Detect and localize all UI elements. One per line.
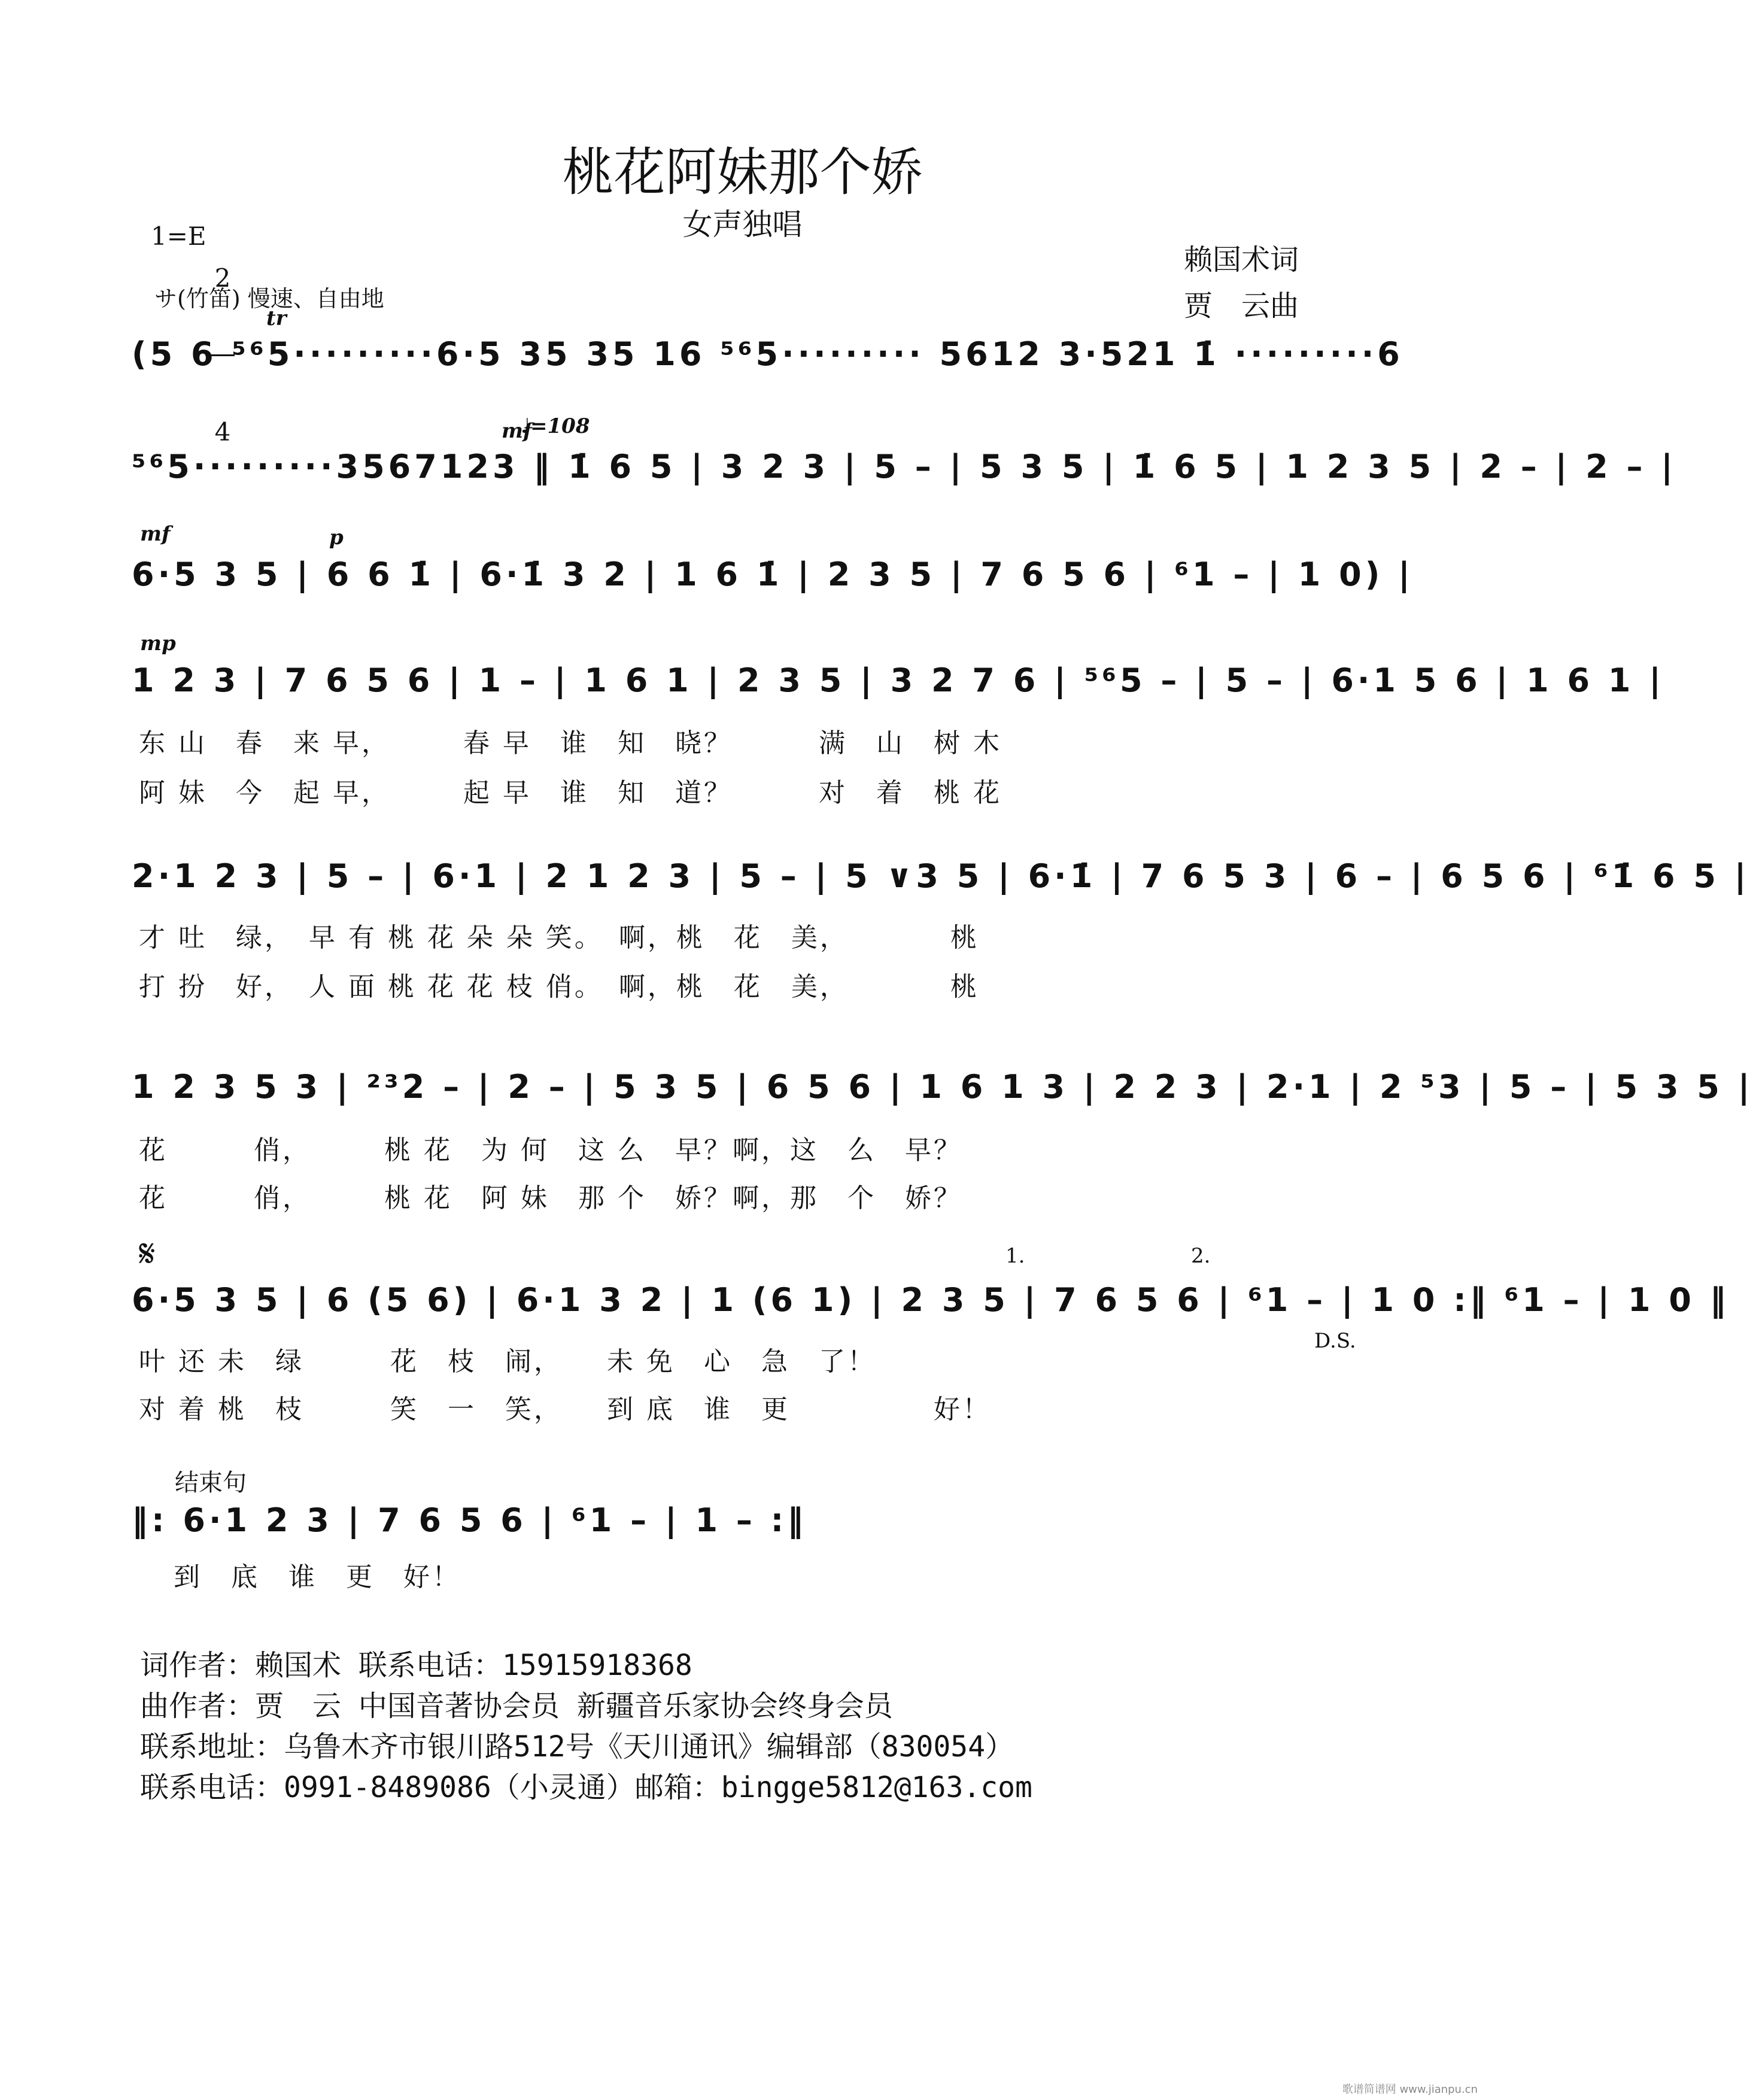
dynamic-mf: mf [502,419,532,443]
tempo-marking: ♩=108 [521,414,590,438]
lyric-line: 打 扮 好， 人 面 桃 花 花 枝 俏。 啊，桃 花 美， 桃 [139,972,979,1002]
dynamic-p: p [329,526,344,550]
lyric-line: 对 着 桃 枝 笑 一 笑， 到 底 谁 更 好！ [139,1394,991,1425]
time-bottom: 4 [214,417,231,447]
lyric-line: 东 山 春 来 早， 春 早 谁 知 晓？ 满 山 树 木 [139,728,1002,758]
dynamic-mf: mf [140,522,171,546]
coda-label: 结束句 [175,1469,247,1497]
staff-line-4: 1 2 3 | 7 6 5 6 | 1 – | 1 6 1 | 2 3 5 | 3 2 7 6 | ⁵⁶5 – | 5 – | 6·1 5 6 | 1 6 1 | [132,661,1664,699]
lyric-line: 花 俏， 桃 花 为 何 这 么 早？啊，这 么 早？ [139,1135,962,1166]
dynamic-mp: mp [140,632,176,656]
watermark: 歌谱简谱网 www.jianpu.cn [1342,2083,1478,2096]
prelude-marking: サ(竹笛) 慢速、自由地 [154,286,384,312]
staff-line-5: 2·1 2 3 | 5 – | 6·1 | 2 1 2 3 | 5 – | 5 ∨3 5 | 6·1̇ | 7 6 5 3 | 6 – | 6 5 6 | ⁶1̇ 6 5 | [132,857,1750,895]
staff-line-7: 6·5 3 5 | 6 (5 6) | 6·1 3 2 | 1 (6 1) | 2 3 5 | 7 6 5 6 | ⁶1 – | 1 0 :‖ ⁶1 – | 1 0 ‖ [132,1281,1730,1319]
footer-address: 联系地址：乌鲁木齐市银川路512号《天川通讯》编辑部（830054） [140,1730,1014,1764]
key-signature: 1=E [151,221,206,251]
staff-line-6: 1 2 3 5 3 | ²³2 – | 2 – | 5 3 5 | 6 5 6 | 1 6 1 3 | 2 2 3 | 2·1 | 2 ⁵3 | 5 – | 5 3 5 | [132,1068,1753,1106]
trill-marking: tr [266,306,287,330]
footer-contact: 联系电话：0991-8489086（小灵通）邮箱：bingge5812@163.com [140,1771,1032,1804]
staff-line-1: (5 6 ⁵⁶5·········6·5 35 35 16 ⁵⁶5········· 5612 3·521 1̇ ·········6 [132,335,1403,373]
staff-line-2: ⁵⁶5·········3567123 ‖ 1̇ 6 5 | 3 2 3 | 5 – | 5 3 5 | 1̇ 6 5 | 1 2 3 5 | 2 – | 2 – | [132,448,1676,485]
lyric-line: 到 底 谁 更 好！ [174,1562,461,1592]
second-ending: 2. [1191,1244,1211,1268]
lyric-line: 叶 还 未 绿 花 枝 闹， 未 免 心 急 了！ [139,1346,876,1377]
lyric-line: 花 俏， 桃 花 阿 妹 那 个 娇？啊，那 个 娇？ [139,1183,962,1213]
first-ending: 1. [1005,1244,1025,1268]
staff-line-8: ‖: 6·1 2 3 | 7 6 5 6 | ⁶1 – | 1 – :‖ [132,1501,807,1539]
lyric-line: 才 吐 绿， 早 有 桃 花 朵 朵 笑。 啊，桃 花 美， 桃 [139,922,979,953]
lyric-line: 阿 妹 今 起 早， 起 早 谁 知 道？ 对 着 桃 花 [139,778,1002,808]
segno-sign: 𝄋 [139,1232,156,1276]
time-top: 2 [214,263,231,293]
dal-segno: D.S. [1314,1329,1356,1353]
composer: 贾 云曲 [1184,289,1299,323]
footer-composer: 曲作者：贾 云 中国音著协会员 新疆音乐家协会终身会员 [140,1689,893,1723]
footer-lyricist: 词作者：赖国术 联系电话：15915918368 [140,1649,692,1682]
lyricist: 赖国术词 [1184,243,1299,277]
subtitle: 女声独唱 [682,207,803,242]
page-title: 桃花阿妹那个娇 [562,142,923,202]
staff-line-3: 6·5 3 5 | 6 6 1̇ | 6·1̇ 3 2 | 1 6 1̇ | 2 3 5 | 7 6 5 6 | ⁶1 – | 1 0) | [132,556,1414,593]
